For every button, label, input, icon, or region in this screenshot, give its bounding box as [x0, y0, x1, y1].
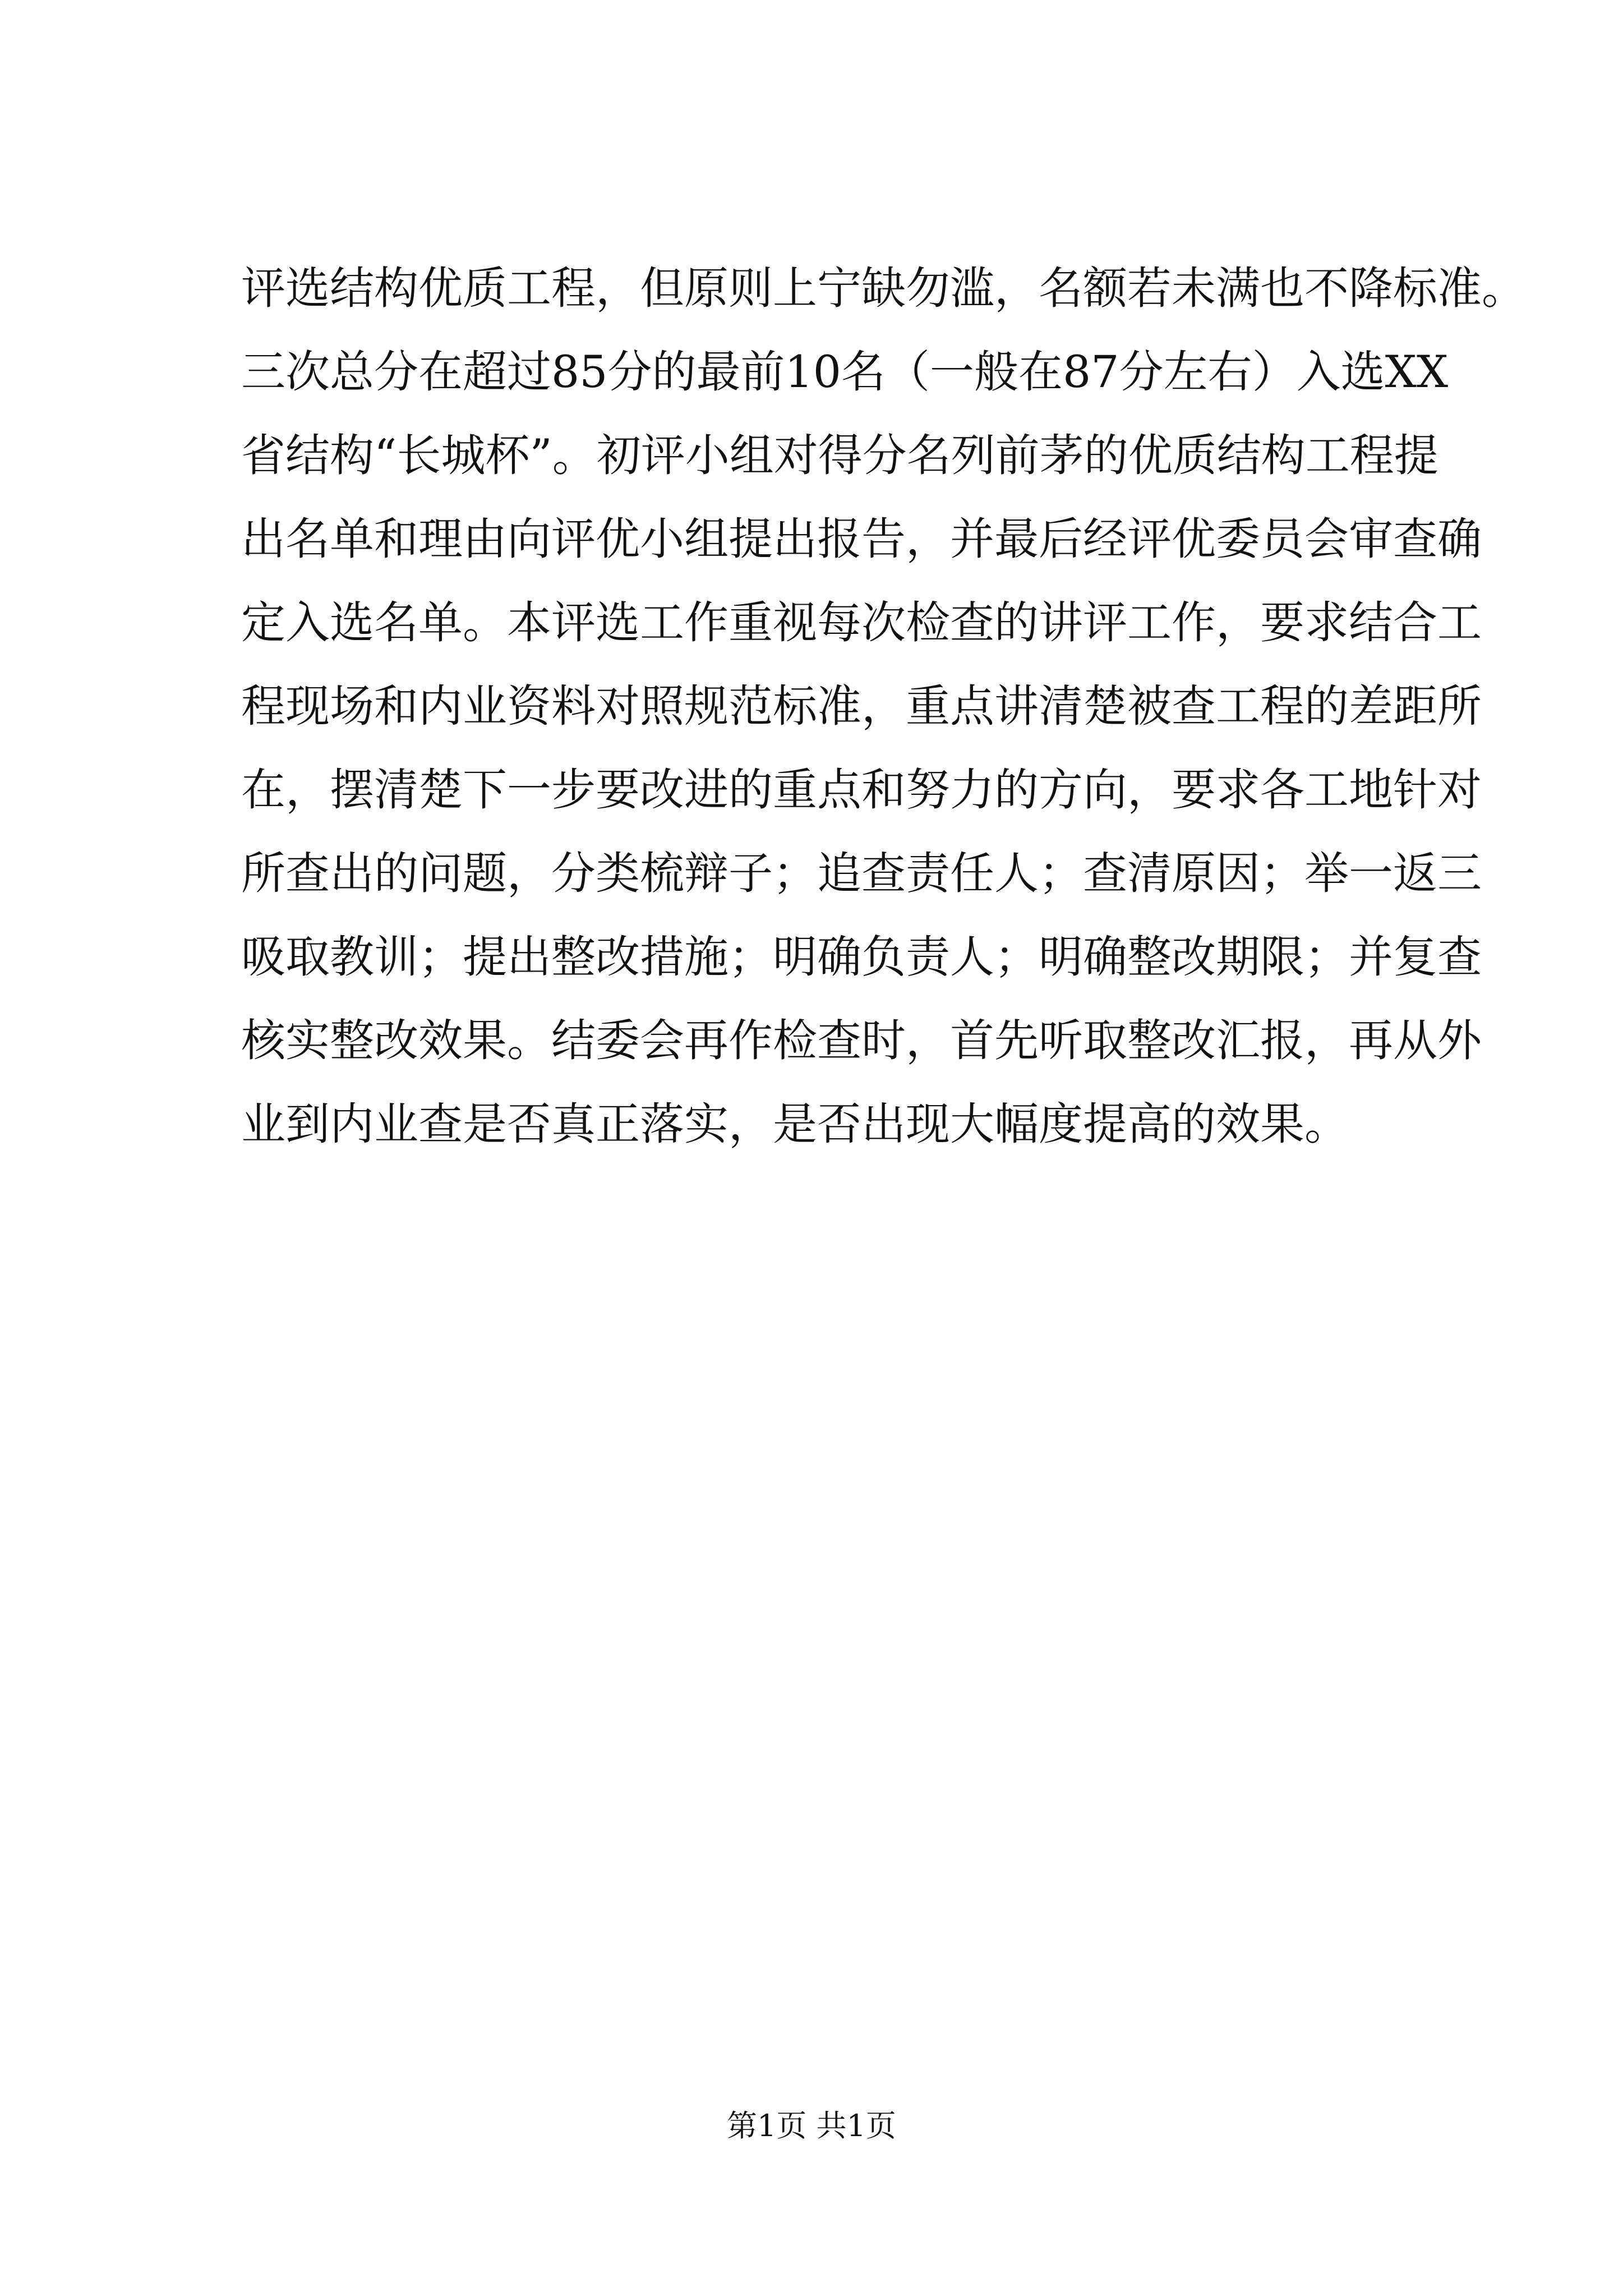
body-paragraph — [241, 247, 1526, 1166]
text-line: 业到内业查是否真正落实，是否出现大幅度提高的效果。 — [241, 1098, 1349, 1150]
text-line: 在，摆清楚下一步要改进的重点和努力的方向，要求各工地针对 — [241, 764, 1482, 816]
text-line: 核实整改效果。结委会再作检查时，首先听取整改汇报，再从外 — [241, 1015, 1482, 1066]
text-line: 评选结构优质工程，但原则上宁缺勿滥，名额若未满也不降标准。 — [241, 263, 1526, 314]
text-line: 三次总分在超过85分的最前10名（一般在87分左右）入选XX — [241, 346, 1449, 398]
page-number-footer: 第1页 共1页 — [727, 2108, 896, 2143]
text-line: 吸取教训；提出整改措施；明确负责人；明确整改期限；并复查 — [241, 931, 1482, 983]
text-line: 定入选名单。本评选工作重视每次检查的讲评工作，要求结合工 — [241, 597, 1482, 648]
text-line: 程现场和内业资料对照规范标准，重点讲清楚被查工程的差距所 — [241, 680, 1482, 732]
text-line: 省结构“长城杯”。初评小组对得分名列前茅的优质结构工程提 — [241, 430, 1438, 481]
text-line: 出名单和理由向评优小组提出报告，并最后经评优委员会审查确 — [241, 513, 1482, 565]
text-line: 所查出的问题，分类梳辩子；追查责任人；查清原因；举一返三 — [241, 848, 1482, 899]
